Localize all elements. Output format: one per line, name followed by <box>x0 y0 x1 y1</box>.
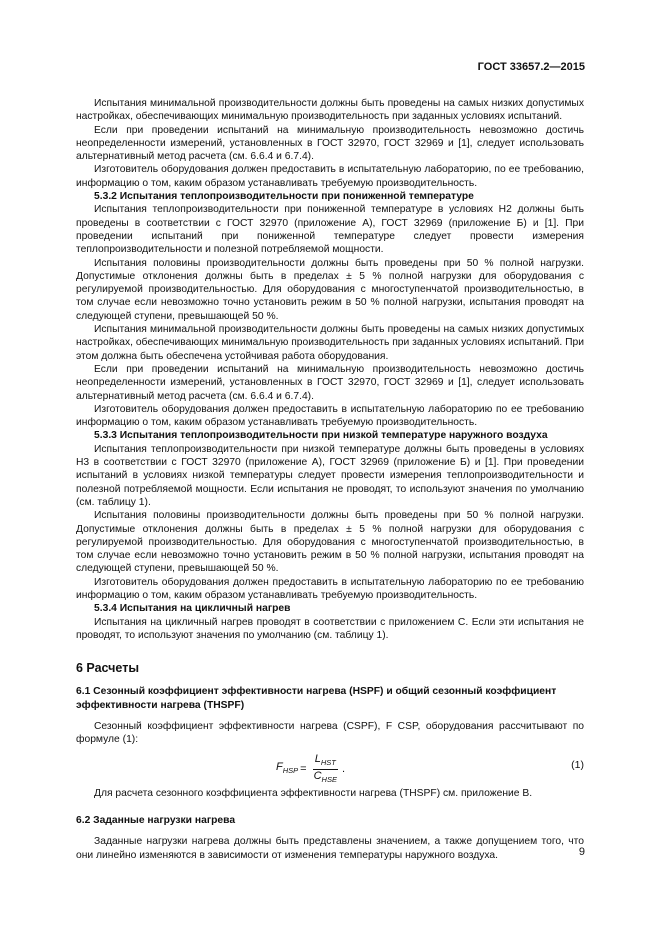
paragraph: Испытания минимальной производительности должны быть проведены на самых низких допустимых настройках, обеспечивающих минимальную производительность при заданных условиях испытаний. <box>76 98 584 123</box>
paragraph: Если при проведении испытаний на минимальную производительность невозможно достичь неопределенности измерений, установленных в ГОСТ 32970, ГОСТ 32969 и [1], следует использовать альтернативный метод расчета (см. 6.6.4 и 6.7.4). <box>76 363 584 402</box>
formula-tail: . <box>341 762 346 775</box>
formula-equals: = <box>300 762 307 775</box>
subsection-heading: 5.3.2 Испытания теплопроизводительности при пониженной температуре <box>94 191 474 203</box>
subsection-heading: 6.2 Заданные нагрузки нагрева <box>76 814 236 826</box>
paragraph: Испытания половины производительности должны быть проведены при 50 % полной нагрузки. Допустимые отклонения должны быть в пределах ± 5 % полной нагрузки для оборудования с регулируемой производительностью. Для оборудования с многоступенчатой производительностью, в том случае если невозможно точно установить режим в 50 % полной нагрузки, испытания проводят на следующей ступени, превышающей 50 %. <box>76 510 584 575</box>
paragraph: Изготовитель оборудования должен предоставить в испытательную лабораторию по ее требованию информацию о том, каким образом устанавливать требуемую производительность. <box>76 403 584 429</box>
paragraph: Изготовитель оборудования должен предоставить в испытательную лабораторию по ее требованию информацию о том, каким образом устанавливать требуемую производительность. <box>76 576 584 601</box>
paragraph: Заданные нагрузки нагрева должны быть представлены значением, а также допущением того, что они линейно изменяются в зависимости от изменения температуры наружного воздуха. <box>76 836 584 861</box>
paragraph: Испытания теплопроизводительности при пониженной температуре в условиях Н2 должны быть проведены в соответствии с ГОСТ 32970 (приложение А), ГОСТ 32969 (приложение Б) и [1]. При проведении испытаний при пониженной температуре следует провести измерения теплопроизводительности и полезной потребляемой мощности. <box>76 204 584 256</box>
paragraph: Для расчета сезонного коэффициента эффективности нагрева (THSPF) см. приложение В. <box>94 787 533 799</box>
formula-numerator: $L_{HST}$ <box>313 753 338 770</box>
formula-expression <box>276 753 345 787</box>
section-heading: 6 Расчеты <box>76 661 140 676</box>
page-number: 9 <box>578 846 585 858</box>
paragraph: Изготовитель оборудования должен предоставить в испытательную лабораторию, по ее требованию, информацию о том, каким образом устанавливать требуемую производительность. <box>76 164 584 189</box>
formula-fraction <box>312 753 339 787</box>
paragraph: Испытания теплопроизводительности при низкой температуре должны быть проведены в условиях Н3 в соответствии с ГОСТ 32970 (приложение А), ГОСТ 32969 (приложение Б) и [1]. При проведении испытаний в условиях низкой температуры следует провести измерения теплопроизводительности и полезной потребляемой мощности. Если испытания не проводят, то используют значения по умолчанию (см. таблицу 1). <box>76 443 584 508</box>
paragraph: Испытания минимальной производительности должны быть проведены на самых низких допустимых настройках, обеспечивающих минимальную производительность при заданных условиях испытаний. При этом должна быть обеспечена устойчивая работа оборудования. <box>76 324 584 362</box>
paragraph: Сезонный коэффициент эффективности нагрева (CSPF), F CSP, оборудования рассчитывают по формуле (1): <box>76 721 584 746</box>
paragraph: Испытания половины производительности должны быть проведены при 50 % полной нагрузки. Допустимые отклонения должны быть в пределах ± 5 % полной нагрузки для оборудования с регулируемой производительностью. Для оборудования с многоступенчатой производительностью, в том случае если невозможно точно установить режим в 50 % полной нагрузки, испытания проводят на следующей ступени, превышающей 50 %. <box>76 257 584 322</box>
formula-number: (1) <box>571 758 584 771</box>
formula-lhs: $F_{HSP}$ <box>276 761 299 776</box>
subsection-heading: 5.3.4 Испытания на цикличный нагрев <box>94 603 291 615</box>
paragraph: Если при проведении испытаний на минимальную производительность невозможно достичь неопределенности измерений, установленных в ГОСТ 32970, ГОСТ 32969 и [1], следует использовать альтернативный метод расчета (см. 6.6.4 и 6.7.4). <box>76 124 584 163</box>
document-header: ГОСТ 33657.2—2015 <box>477 61 585 73</box>
paragraph: Испытания на цикличный нагрев проводят в соответствии с приложением С. Если эти испытания не проводят, то используют значения по умолчанию (см. таблицу 1). <box>76 616 584 641</box>
formula-1 <box>76 747 584 787</box>
subsection-heading: 6.1 Сезонный коэффициент эффективности нагрева (HSPF) и общий сезонный коэффициент эффективности нагрева (THSPF) <box>76 686 557 711</box>
subsection-heading: 5.3.3 Испытания теплопроизводительности при низкой температуре наружного воздуха <box>94 430 548 442</box>
formula-denominator: $C_{HSE}$ <box>313 770 337 785</box>
document-body <box>76 97 584 862</box>
